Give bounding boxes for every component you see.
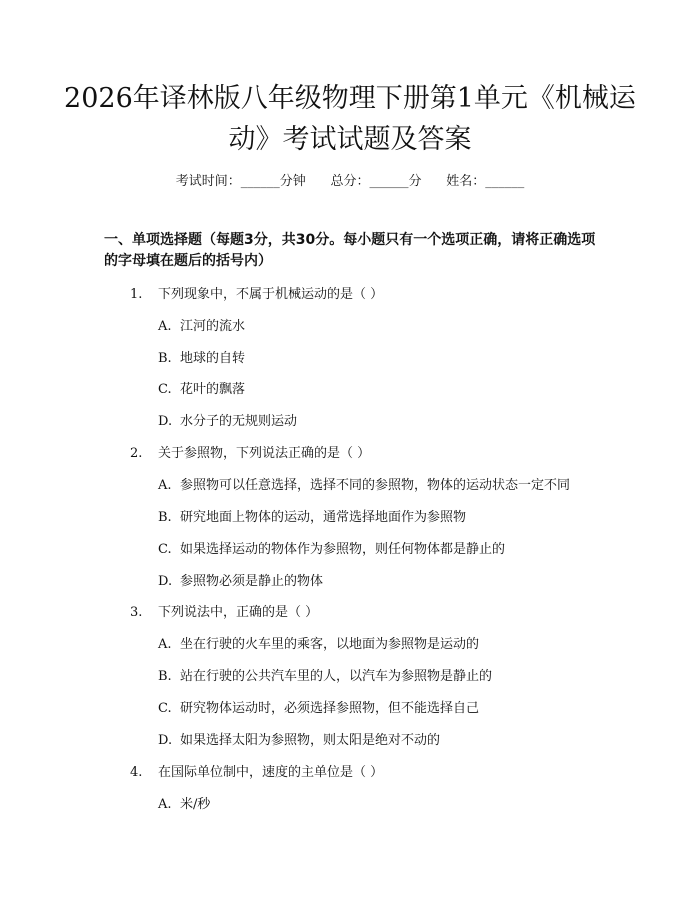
- question-2: [130, 442, 370, 461]
- option-text: 如果选择太阳为参照物，则太阳是绝对不动的: [180, 733, 441, 748]
- option-1b: [158, 347, 245, 366]
- document-title: 2026年译林版八年级物理下册第1单元《机械运动》考试试题及答案: [64, 83, 636, 155]
- option-letter: B.: [158, 351, 172, 366]
- question-number: 2.: [130, 446, 143, 461]
- option-4a: [158, 793, 210, 812]
- option-2d: [158, 570, 323, 589]
- option-letter: A.: [158, 637, 172, 652]
- option-2a: [158, 474, 570, 493]
- option-text: 站在行驶的公共汽车里的人，以汽车为参照物是静止的: [180, 669, 493, 684]
- exam-meta-line: 考试时间：______分钟 总分：______分 姓名：______: [175, 174, 525, 189]
- option-text: 水分子的无规则运动: [180, 414, 298, 429]
- option-letter: A.: [158, 319, 172, 334]
- question-1: [130, 283, 383, 302]
- option-2c: [158, 538, 505, 557]
- option-text: 参照物必须是静止的物体: [180, 574, 324, 589]
- option-letter: B.: [158, 510, 172, 525]
- option-text: 江河的流水: [180, 319, 246, 334]
- question-number: 3.: [130, 605, 143, 620]
- option-letter: C.: [158, 701, 172, 716]
- option-3c: [158, 697, 479, 716]
- option-1a: [158, 315, 245, 334]
- question-text: 下列说法中，正确的是（ ）: [158, 605, 319, 620]
- question-text: 关于参照物，下列说法正确的是（ ）: [158, 446, 371, 461]
- option-letter: C.: [158, 542, 172, 557]
- option-letter: D.: [158, 414, 173, 429]
- question-text: 在国际单位制中，速度的主单位是（ ）: [158, 765, 384, 780]
- option-letter: A.: [158, 478, 172, 493]
- option-text: 坐在行驶的火车里的乘客，以地面为参照物是运动的: [180, 637, 480, 652]
- question-3: [130, 601, 318, 620]
- option-letter: B.: [158, 669, 172, 684]
- option-3a: [158, 633, 479, 652]
- option-letter: D.: [158, 574, 173, 589]
- option-1c: [158, 378, 245, 397]
- option-text: 研究物体运动时，必须选择参照物，但不能选择自己: [180, 701, 480, 716]
- option-2b: [158, 506, 466, 525]
- option-letter: C.: [158, 382, 172, 397]
- section-title: 一、单项选择题（每题3分，共30分。每小题只有一个选项正确，请将正确选项的字母填在题后的括号内）: [104, 232, 596, 269]
- option-text: 地球的自转: [180, 351, 246, 366]
- option-text: 花叶的飘落: [180, 382, 246, 397]
- option-text: 如果选择运动的物体作为参照物，则任何物体都是静止的: [180, 542, 506, 557]
- option-text: 研究地面上物体的运动，通常选择地面作为参照物: [180, 510, 467, 525]
- option-3b: [158, 665, 492, 684]
- option-3d: [158, 729, 440, 748]
- question-text: 下列现象中，不属于机械运动的是（ ）: [158, 287, 384, 302]
- question-4: [130, 761, 383, 780]
- option-text: 参照物可以任意选择，选择不同的参照物，物体的运动状态一定不同: [180, 478, 571, 493]
- question-number: 1.: [130, 287, 143, 302]
- question-number: 4.: [130, 765, 143, 780]
- option-text: 米/秒: [180, 797, 211, 812]
- option-letter: D.: [158, 733, 173, 748]
- option-1d: [158, 410, 297, 429]
- option-letter: A.: [158, 797, 172, 812]
